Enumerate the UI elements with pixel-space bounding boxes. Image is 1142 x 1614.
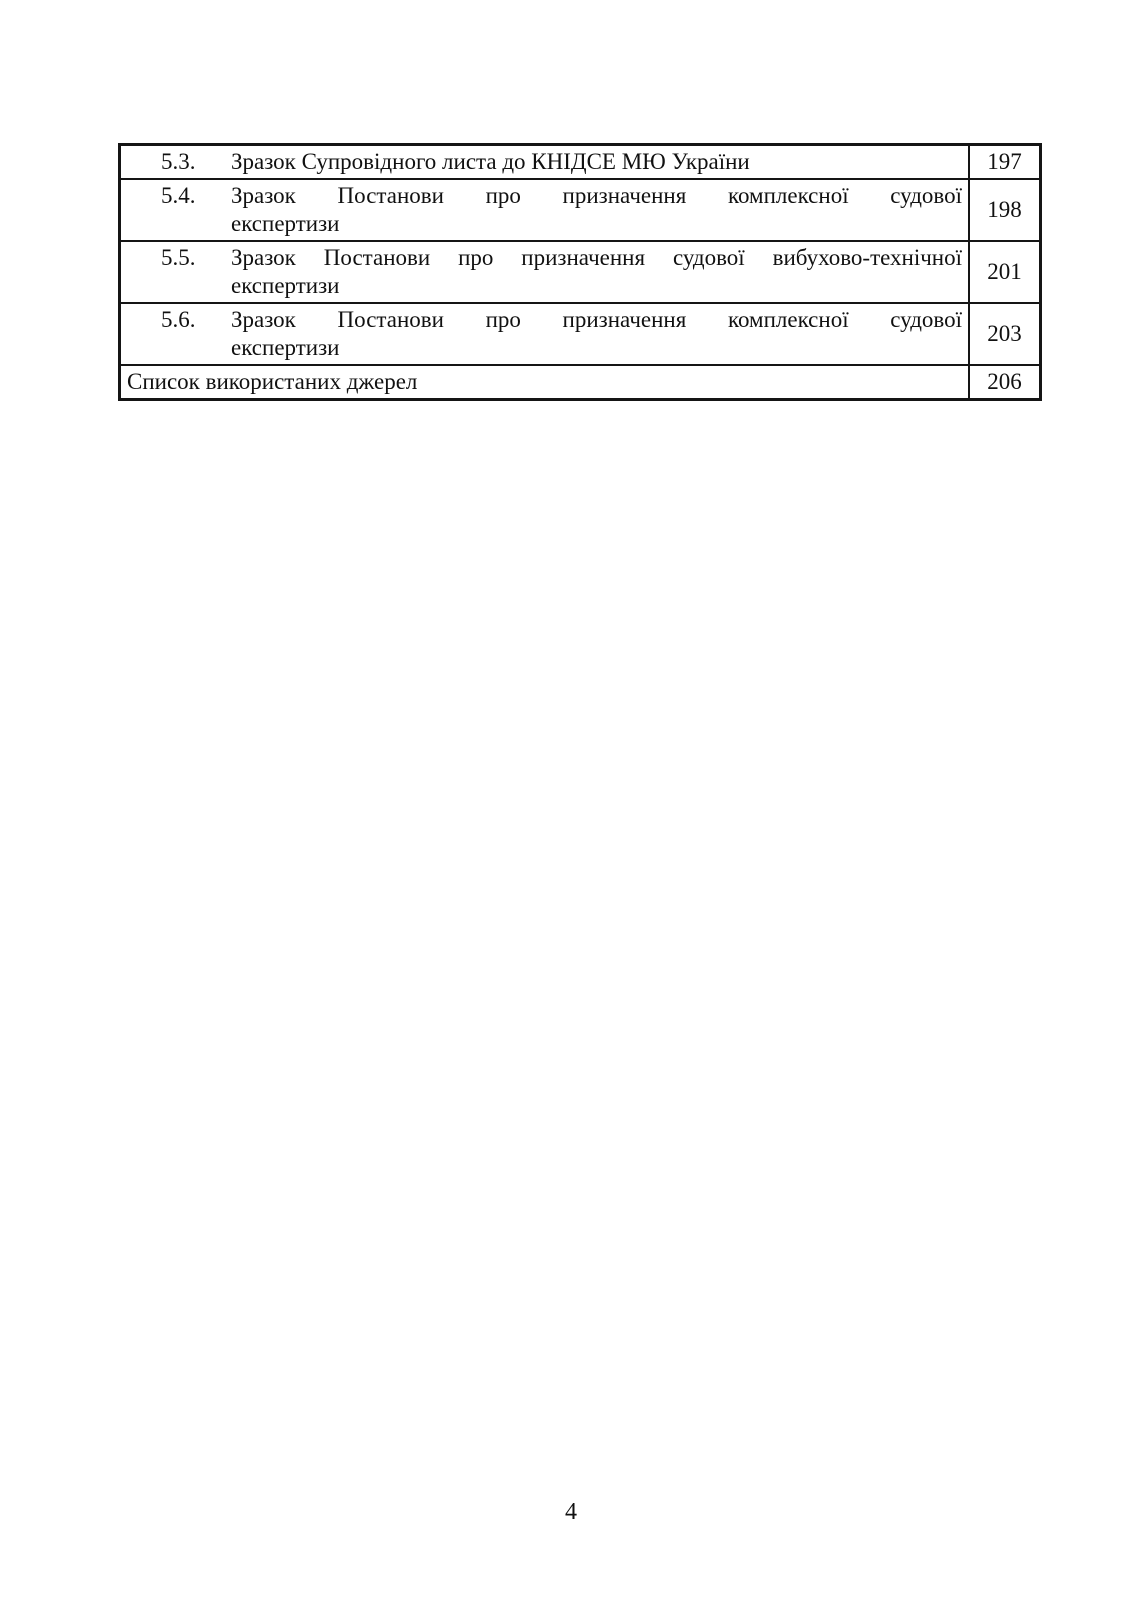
entry-number: 5.6. — [161, 307, 196, 332]
table-row — [120, 303, 1041, 365]
entry-title-line: Зразок Супровідного листа до КНІДСЕ МЮ України — [231, 149, 750, 174]
page-number-cell: 206 — [969, 365, 1041, 400]
toc-table — [118, 143, 1042, 401]
toc-entry — [121, 244, 962, 300]
entry-title-line: Зразок Постанови про призначення судової вибухово-технічної — [231, 245, 962, 270]
toc-entry-cell — [120, 241, 970, 303]
entry-title-line: Зразок Постанови про призначення комплексної судової — [231, 307, 962, 332]
footer-page-number: 4 — [565, 1499, 577, 1525]
toc-entry-cell — [120, 145, 970, 180]
table-row — [120, 365, 1041, 400]
entry-number: 5.3. — [161, 149, 196, 174]
entry-number: 5.5. — [161, 245, 196, 270]
entry-title-line: Зразок Постанови про призначення комплексної судової — [231, 183, 962, 208]
toc-entry-cell — [120, 179, 970, 241]
toc-entry — [121, 182, 962, 238]
entry-title-line: Список використаних джерел — [127, 369, 418, 394]
entry-title-line: експертизи — [231, 211, 340, 236]
toc-entry — [121, 306, 962, 362]
toc-entry — [121, 148, 962, 176]
entry-number: 5.4. — [161, 183, 196, 208]
toc-entry-cell — [120, 365, 970, 400]
table-row — [120, 179, 1041, 241]
page-number-cell: 198 — [969, 179, 1041, 241]
page-number-cell: 201 — [969, 241, 1041, 303]
entry-title-line: експертизи — [231, 273, 340, 298]
toc-entry — [121, 368, 962, 396]
page-number-cell: 203 — [969, 303, 1041, 365]
page-number-cell: 197 — [969, 145, 1041, 180]
table-row — [120, 145, 1041, 180]
toc-entry-cell — [120, 303, 970, 365]
entry-title-line: експертизи — [231, 335, 340, 360]
table-row — [120, 241, 1041, 303]
